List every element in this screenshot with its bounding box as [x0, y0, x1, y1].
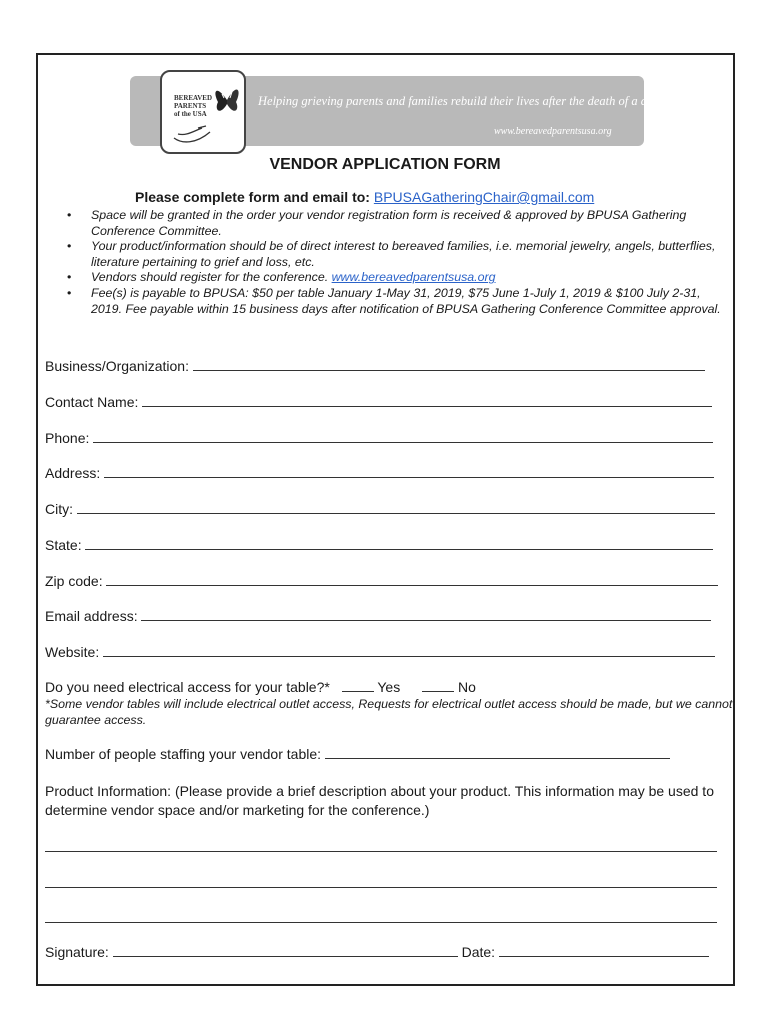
website-field — [45, 644, 715, 660]
state-label: State: — [45, 537, 82, 553]
phone-label: Phone: — [45, 430, 90, 446]
bullet-icon: • — [67, 270, 72, 285]
website-label: Website: — [45, 644, 100, 660]
phone-field — [45, 430, 713, 446]
business-label: Business/Organization: — [45, 358, 189, 374]
staffing-input[interactable] — [325, 748, 670, 759]
electrical-no-label: No — [457, 679, 476, 695]
city-field — [45, 501, 715, 517]
product-info-line[interactable] — [45, 922, 717, 923]
date-label: Date: — [461, 944, 496, 960]
staffing-field — [45, 746, 670, 762]
list-item — [64, 208, 728, 239]
list-item — [64, 286, 728, 317]
product-info-line[interactable] — [45, 887, 717, 888]
logo-text-line: BEREAVED — [174, 94, 212, 102]
contact-input[interactable] — [142, 396, 712, 407]
business-field — [45, 358, 705, 374]
zip-label: Zip code: — [45, 573, 103, 589]
state-input[interactable] — [85, 539, 713, 550]
email-input[interactable] — [141, 610, 711, 621]
signature-field — [45, 944, 709, 960]
logo-text — [174, 94, 212, 118]
header-tagline: Helping grieving parents and families rebuild their lives after the death of a child — [258, 94, 666, 108]
phone-input[interactable] — [93, 432, 713, 443]
email-field — [45, 608, 711, 624]
email-prompt: Please complete form and email to: — [135, 189, 370, 205]
business-input[interactable] — [193, 360, 705, 371]
rules-list — [64, 208, 728, 317]
state-field — [45, 537, 713, 553]
address-input[interactable] — [104, 467, 714, 478]
list-item — [64, 270, 728, 286]
email-label: Email address: — [45, 608, 138, 624]
contact-label: Contact Name: — [45, 394, 139, 410]
staffing-label: Number of people staffing your vendor table: — [45, 746, 322, 762]
signature-input[interactable] — [113, 946, 458, 957]
bullet-icon: • — [67, 239, 72, 254]
bullet-icon: • — [67, 285, 72, 300]
electrical-question — [45, 679, 476, 695]
bullet-text: Space will be granted in the order your vendor registration form is received & approved by BPUSA Gathering Conference Committee. — [91, 208, 687, 238]
website-link[interactable]: www.bereavedparentsusa.org — [331, 270, 496, 285]
electrical-note: *Some vendor tables will include electrical outlet access, Requests for electrical outlet access should be made, but we cannot guarantee access. — [45, 697, 733, 727]
logo — [160, 70, 246, 154]
electrical-yes-blank[interactable] — [342, 681, 374, 692]
website-input[interactable] — [103, 646, 715, 657]
date-input[interactable] — [499, 946, 709, 957]
list-item — [64, 239, 728, 270]
page-title: VENDOR APPLICATION FORM — [269, 156, 501, 173]
zip-field — [45, 573, 718, 589]
product-info-instructions: Product Information: (Please provide a brief description about your product. This information may be used to determine vendor space and/or marketing for the conference.) — [45, 783, 714, 818]
bullet-text: Fee(s) is payable to BPUSA: $50 per table January 1-May 31, 2019, $75 June 1-July 1, 2019 & $100 July 2-31, 2019. Fee payable within 15 business days after notification of BPUSA Gathering Conference Committee approval. — [91, 285, 721, 316]
bullet-icon: • — [67, 208, 72, 222]
header-website: www.bereavedparentsusa.org — [494, 126, 612, 137]
bullet-text: Vendors should register for the conference. — [91, 270, 332, 285]
city-label: City: — [45, 501, 73, 517]
product-info-line[interactable] — [45, 851, 717, 852]
electrical-no-blank[interactable] — [422, 681, 454, 692]
bullet-text: Your product/information should be of direct interest to bereaved families, i.e. memorial jewelry, angels, butterflies, literature pertaining to grief and loss, etc. — [91, 239, 716, 269]
hand-icon — [172, 122, 214, 146]
email-instruction — [135, 189, 594, 205]
email-link[interactable]: BPUSAGatheringChair@gmail.com — [373, 189, 595, 205]
logo-text-line: of the USA — [174, 110, 207, 118]
address-field — [45, 465, 714, 481]
city-input[interactable] — [77, 503, 715, 514]
zip-input[interactable] — [106, 575, 718, 586]
address-label: Address: — [45, 465, 101, 481]
electrical-yes-label: Yes — [377, 679, 401, 695]
butterfly-icon — [212, 80, 242, 120]
signature-label: Signature: — [45, 944, 109, 960]
contact-field — [45, 394, 712, 410]
electrical-label: Do you need electrical access for your table?* — [45, 679, 330, 695]
logo-text-line: PARENTS — [174, 102, 207, 110]
